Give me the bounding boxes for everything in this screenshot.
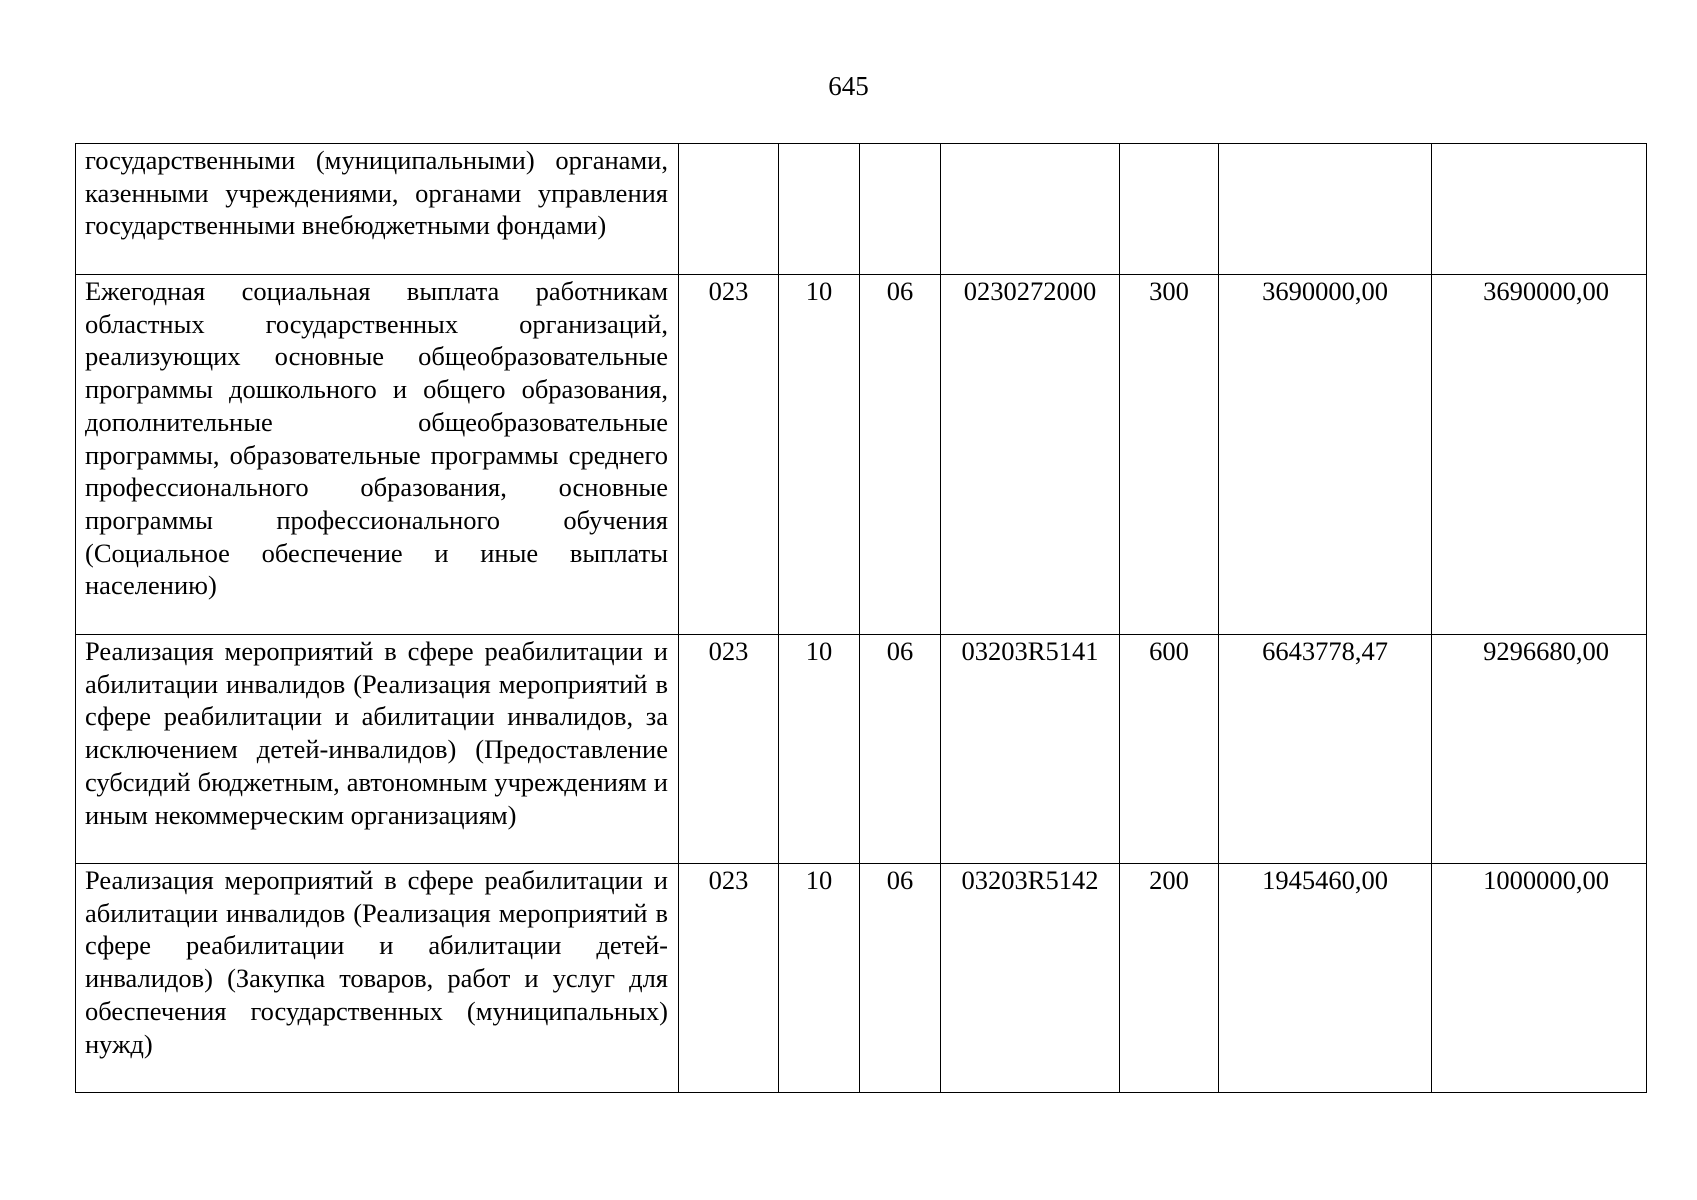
section-code — [779, 144, 860, 275]
target-article-code: 03203R5142 — [941, 864, 1120, 1093]
row-description: Реализация мероприятий в сфере реабилитации и абилитации инвалидов (Реализация мероприятий в сфере реабилитации и абилитации инвалидов, за исключением детей-инвалидов) (Предоставление субсидий бюджетным, автономным учреждениям и иным некоммерческим организациям) — [76, 635, 679, 864]
sum-year-2: 1000000,00 — [1432, 864, 1647, 1093]
page-number: 645 — [828, 71, 869, 101]
target-article-code — [941, 144, 1120, 275]
expense-type-code: 200 — [1120, 864, 1219, 1093]
row-description: Ежегодная социальная выплата работникам областных государственных организаций, реализующих основные общеобразовательные программы дошкольного и общего образования, дополнительные общеобразовательные программы, образовательные программы среднего профессионального образования, основные программы профессионального обучения (Социальное обеспечение и иные выплаты населению) — [76, 275, 679, 635]
row-description: Реализация мероприятий в сфере реабилитации и абилитации инвалидов (Реализация мероприятий в сфере реабилитации и абилитации детей-инвалидов) (Закупка товаров, работ и услуг для обеспечения государственных (муниципальных) нужд) — [76, 864, 679, 1093]
ministry-code — [679, 144, 779, 275]
table-row — [76, 144, 1647, 275]
section-code: 10 — [779, 635, 860, 864]
expense-type-code: 300 — [1120, 275, 1219, 635]
table-row — [76, 864, 1647, 1093]
row-description: государственными (муниципальными) органами, казенными учреждениями, органами управления государственными внебюджетными фондами) — [76, 144, 679, 275]
subsection-code — [860, 144, 941, 275]
ministry-code: 023 — [679, 635, 779, 864]
expense-type-code — [1120, 144, 1219, 275]
subsection-code: 06 — [860, 275, 941, 635]
sum-year-1 — [1219, 144, 1432, 275]
sum-year-1: 3690000,00 — [1219, 275, 1432, 635]
budget-table — [75, 143, 1647, 1093]
target-article-code: 03203R5141 — [941, 635, 1120, 864]
sum-year-1: 1945460,00 — [1219, 864, 1432, 1093]
sum-year-2: 3690000,00 — [1432, 275, 1647, 635]
table-row — [76, 635, 1647, 864]
ministry-code: 023 — [679, 275, 779, 635]
section-code: 10 — [779, 275, 860, 635]
ministry-code: 023 — [679, 864, 779, 1093]
table-row — [76, 275, 1647, 635]
subsection-code: 06 — [860, 864, 941, 1093]
subsection-code: 06 — [860, 635, 941, 864]
sum-year-2 — [1432, 144, 1647, 275]
sum-year-1: 6643778,47 — [1219, 635, 1432, 864]
target-article-code: 0230272000 — [941, 275, 1120, 635]
expense-type-code: 600 — [1120, 635, 1219, 864]
section-code: 10 — [779, 864, 860, 1093]
sum-year-2: 9296680,00 — [1432, 635, 1647, 864]
